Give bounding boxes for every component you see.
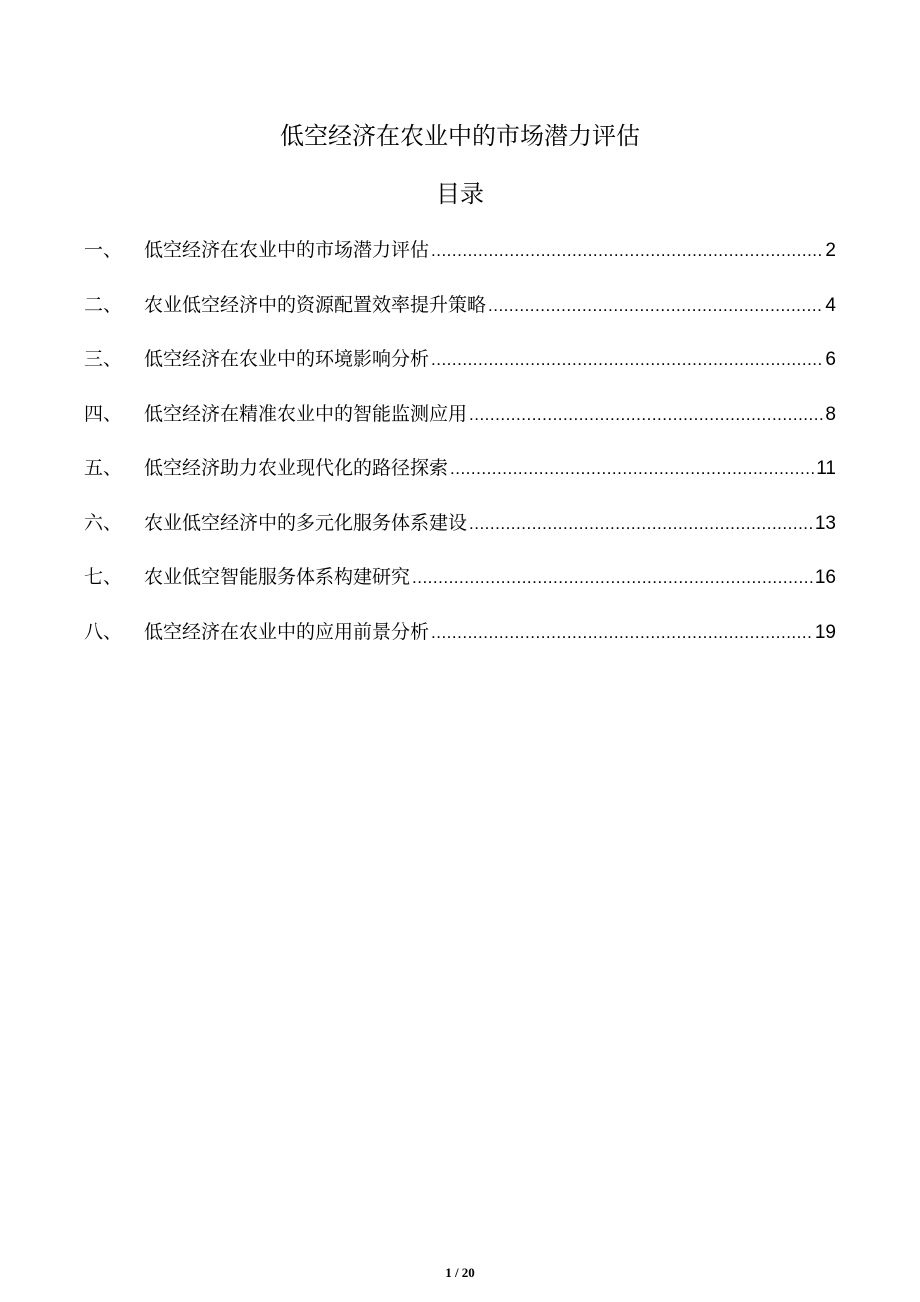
toc-entry-title: 低空经济在农业中的应用前景分析 xyxy=(144,620,430,643)
toc-entry-number: 一、 xyxy=(84,239,123,261)
toc-entry-page: 11 xyxy=(816,458,836,479)
toc-entry-number: 六、 xyxy=(84,511,123,534)
toc-entry-page: 4 xyxy=(825,294,836,316)
toc-entry-page: 8 xyxy=(825,403,836,425)
toc-entry-3[interactable] xyxy=(84,343,836,398)
toc-entry-page: 2 xyxy=(825,240,836,261)
toc-dot-leader xyxy=(488,290,823,322)
toc-entry-number: 二、 xyxy=(84,293,123,316)
toc-entry-7[interactable] xyxy=(84,561,836,616)
table-of-contents xyxy=(84,234,836,670)
toc-entry-4[interactable] xyxy=(84,398,836,453)
toc-entry-5[interactable] xyxy=(84,452,836,507)
toc-entry-2[interactable] xyxy=(84,289,836,344)
toc-entry-number: 八、 xyxy=(84,620,123,643)
toc-entry-1[interactable] xyxy=(84,234,836,289)
toc-entry-number: 三、 xyxy=(84,348,123,370)
toc-entry-title: 低空经济在农业中的环境影响分析 xyxy=(144,348,430,370)
toc-entry-title: 农业低空经济中的资源配置效率提升策略 xyxy=(144,293,487,316)
toc-dot-leader xyxy=(431,617,813,649)
toc-entry-page: 19 xyxy=(814,621,836,643)
toc-entry-number: 四、 xyxy=(84,402,123,425)
toc-heading: 目录 xyxy=(436,180,484,208)
toc-dot-leader xyxy=(450,453,814,485)
toc-dot-leader xyxy=(431,235,823,267)
toc-entry-6[interactable] xyxy=(84,507,836,562)
toc-entry-page: 6 xyxy=(825,349,836,370)
toc-entry-title: 低空经济助力农业现代化的路径探索 xyxy=(144,457,449,479)
toc-entry-number: 七、 xyxy=(84,566,123,588)
toc-dot-leader xyxy=(431,344,823,376)
toc-entry-page: 13 xyxy=(814,512,836,534)
page-number-footer: 1 / 20 xyxy=(445,1265,475,1280)
toc-dot-leader xyxy=(469,399,823,431)
toc-entry-page: 16 xyxy=(814,567,836,588)
toc-entry-8[interactable] xyxy=(84,616,836,671)
toc-entry-title: 低空经济在精准农业中的智能监测应用 xyxy=(144,402,468,425)
document-title: 低空经济在农业中的市场潜力评估 xyxy=(280,122,640,150)
toc-dot-leader xyxy=(412,562,813,594)
toc-entry-title: 农业低空智能服务体系构建研究 xyxy=(144,566,411,588)
toc-entry-number: 五、 xyxy=(84,457,123,479)
toc-entry-title: 农业低空经济中的多元化服务体系建设 xyxy=(144,511,468,534)
toc-dot-leader xyxy=(469,508,813,540)
toc-entry-title: 低空经济在农业中的市场潜力评估 xyxy=(144,239,430,261)
